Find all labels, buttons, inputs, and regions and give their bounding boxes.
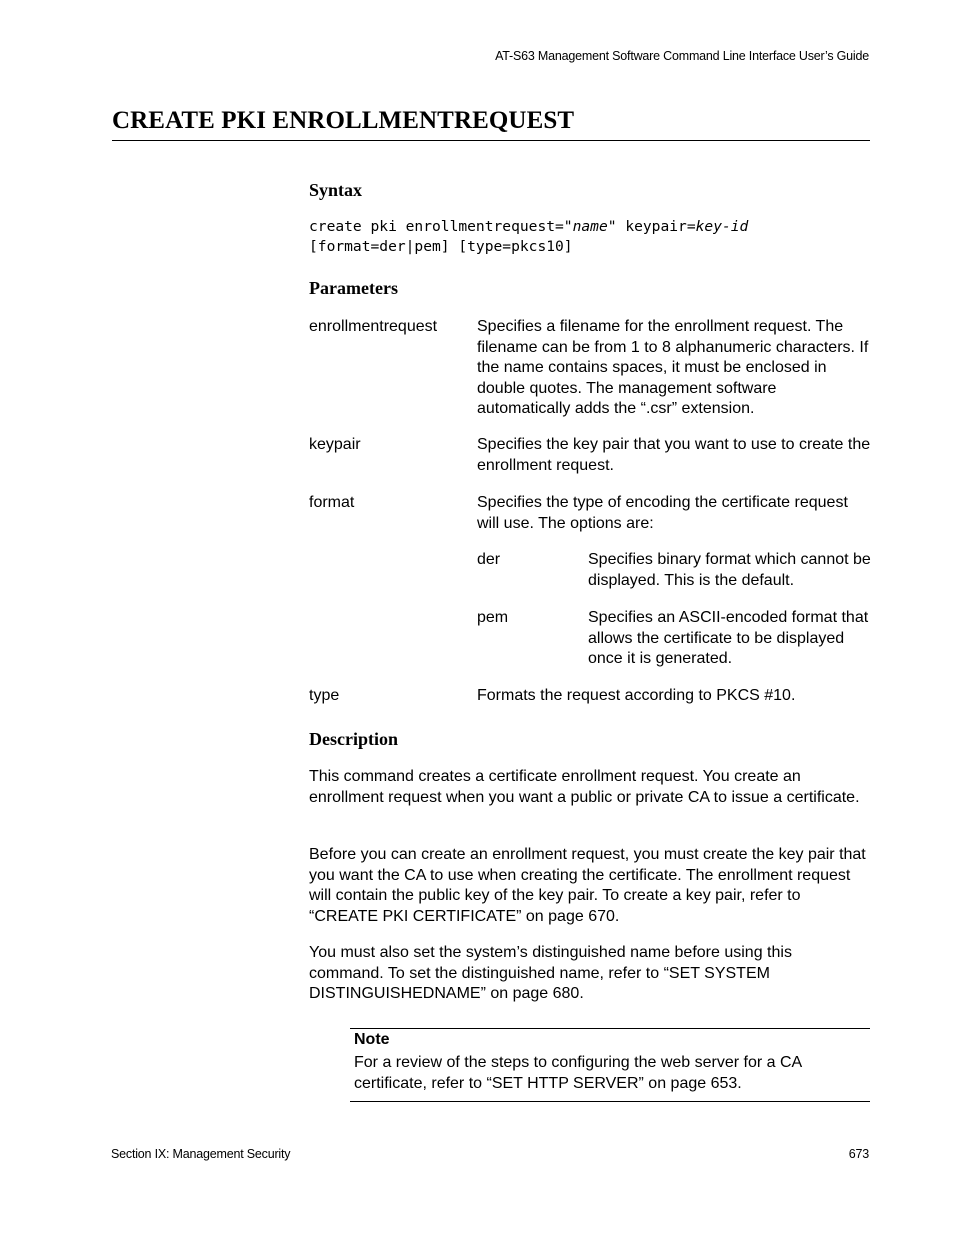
- page-title: CREATE PKI ENROLLMENTREQUEST: [112, 107, 575, 134]
- syntax-text: " keypair=: [607, 218, 696, 235]
- syntax-line-2: [format=der|pem] [type=pkcs10]: [309, 238, 573, 255]
- param-desc-format: Specifies the type of encoding the certificate request will use. The options are:: [477, 494, 848, 532]
- param-desc-enrollmentrequest: Specifies a filename for the enrollment request. The filename can be from 1 to 8 alphanumeric characters. If the name contains spaces, it must be enclosed in double quotes. The management software automatically adds the “.csr” extension.: [477, 318, 869, 417]
- footer-section: Section IX: Management Security: [111, 1147, 291, 1161]
- syntax-line-1: [309, 217, 748, 237]
- note-bottom-rule: [350, 1101, 870, 1102]
- parameters-heading: Parameters: [309, 278, 398, 298]
- param-name-keypair: keypair: [309, 436, 361, 453]
- note-top-rule: [350, 1028, 870, 1029]
- option-desc-der: Specifies binary format which cannot be displayed. This is the default.: [588, 551, 871, 589]
- note-title: Note: [354, 1031, 390, 1048]
- option-desc-pem: Specifies an ASCII-encoded format that allows the certificate to be displayed once it is generated.: [588, 609, 869, 667]
- param-name-format: format: [309, 494, 355, 511]
- syntax-keyid-placeholder: key-id: [695, 218, 749, 235]
- param-name-type: type: [309, 687, 340, 704]
- description-paragraph: Before you can create an enrollment request, you must create the key pair that you want the CA to use when creating the certificate. The enrollment request will contain the public key of the key pair. To create a key pair, refer to “CREATE PKI CERTIFICATE” on page 670.: [309, 846, 866, 925]
- footer-page-number: 673: [848, 1147, 869, 1161]
- running-header: AT-S63 Management Software Command Line Interface User’s Guide: [495, 49, 869, 63]
- param-desc-keypair: Specifies the key pair that you want to use to create the enrollment request.: [477, 436, 871, 474]
- option-name-der: der: [477, 551, 501, 568]
- option-name-pem: pem: [477, 609, 509, 626]
- syntax-heading: Syntax: [309, 180, 363, 200]
- description-heading: Description: [309, 729, 398, 749]
- syntax-name-placeholder: name: [572, 218, 608, 235]
- title-divider: [112, 140, 870, 141]
- description-paragraph: You must also set the system’s distinguished name before using this command. To set the distinguished name, refer to “SET SYSTEM DISTINGUISHEDNAME” on page 680.: [309, 944, 792, 1002]
- note-text: For a review of the steps to configuring the web server for a CA certificate, refer to “SET HTTP SERVER” on page 653.: [354, 1054, 802, 1092]
- param-name-enrollmentrequest: enrollmentrequest: [309, 318, 438, 335]
- param-desc-type: Formats the request according to PKCS #10.: [477, 687, 796, 704]
- syntax-text: create pki enrollmentrequest=": [309, 218, 573, 235]
- description-paragraph: This command creates a certificate enrollment request. You create an enrollment request when you want a public or private CA to issue a certificate.: [309, 768, 860, 806]
